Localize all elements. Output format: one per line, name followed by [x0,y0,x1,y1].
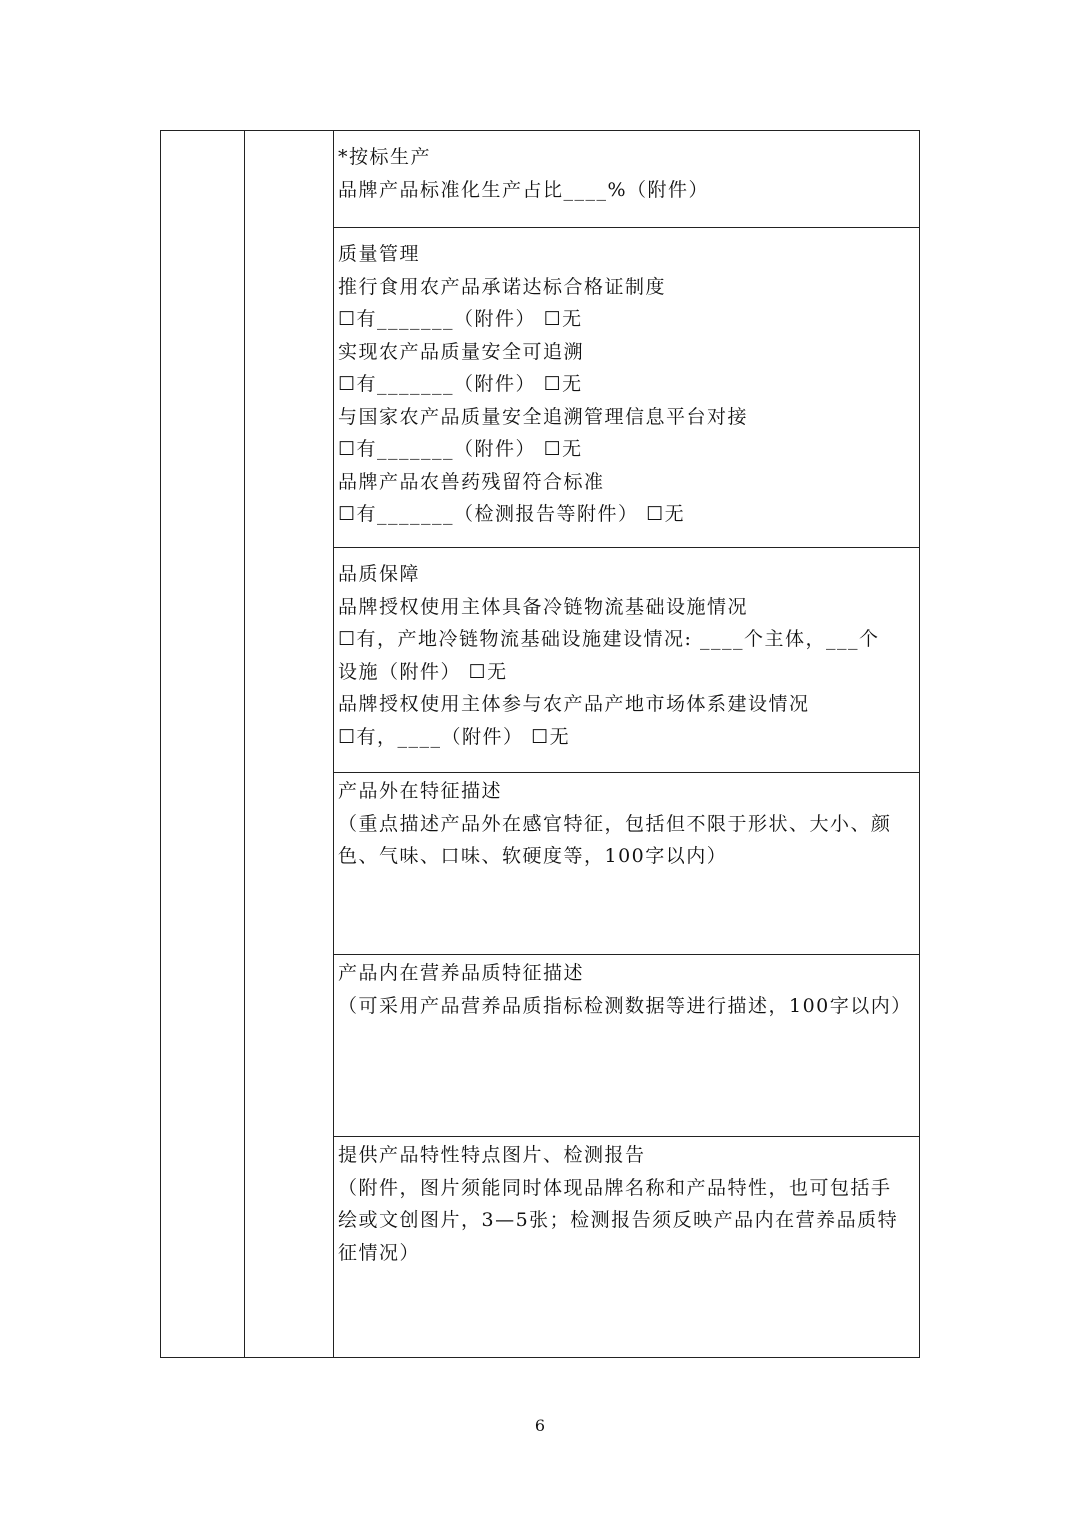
text-line: 征情况） [338,1241,421,1264]
section-images-reports [333,1137,919,1359]
text-line: 色、气味、口味、软硬度等，100字以内） [338,845,728,867]
text-line: 品牌产品农兽药残留符合标准 [338,470,605,493]
checkbox-line: ☐有_______（检测报告等附件） ☐无 [338,503,686,525]
text-line: 推行食用农产品承诺达标合格证制度 [338,275,667,298]
text-line: 实现农产品质量安全可追溯 [338,340,585,363]
checkbox-line: ☐有_______（附件） ☐无 [338,308,583,330]
text-line: 设施（附件） ☐无 [338,660,508,683]
section-title: 产品内在营养品质特征描述 [338,962,585,984]
text-line: （附件，图片须能同时体现品牌名称和产品特性，也可包括手 [338,1176,892,1199]
text-line: 品牌授权使用主体具备冷链物流基础设施情况 [338,595,749,618]
section-internal-nutrition [333,955,919,1137]
checkbox-line: ☐有，____（附件） ☐无 [338,725,571,748]
text-line: 品牌产品标准化生产占比____%（附件） [338,178,710,201]
section-title: *按标生产 [338,146,432,168]
checkbox-line: ☐有_______（附件） ☐无 [338,373,583,395]
section-standard-production [333,131,919,228]
section-title: 提供产品特性特点图片、检测报告 [338,1144,646,1166]
text-line: （可采用产品营养品质指标检测数据等进行描述，100字以内） [338,994,912,1017]
section-quality-management [333,228,919,548]
text-line: 与国家农产品质量安全追溯管理信息平台对接 [338,405,749,428]
section-external-features [333,773,919,955]
content-column [333,131,919,1357]
section-quality-assurance [333,548,919,773]
text-line: （重点描述产品外在感官特征，包括但不限于形状、大小、颜 [338,812,892,835]
section-title: 品质保障 [338,563,421,585]
column-divider-1 [244,131,245,1357]
checkbox-line: ☐有，产地冷链物流基础设施建设情况: ____个主体，___个 [338,628,880,650]
section-title: 产品外在特征描述 [338,780,503,802]
form-table [160,130,920,1358]
text-line: 品牌授权使用主体参与农产品产地市场体系建设情况 [338,693,810,715]
section-title: 质量管理 [338,243,421,265]
page-number: 6 [534,1416,546,1435]
checkbox-line: ☐有_______（附件） ☐无 [338,438,583,460]
text-line: 绘或文创图片，3—5张；检测报告须反映产品内在营养品质特 [338,1209,899,1231]
